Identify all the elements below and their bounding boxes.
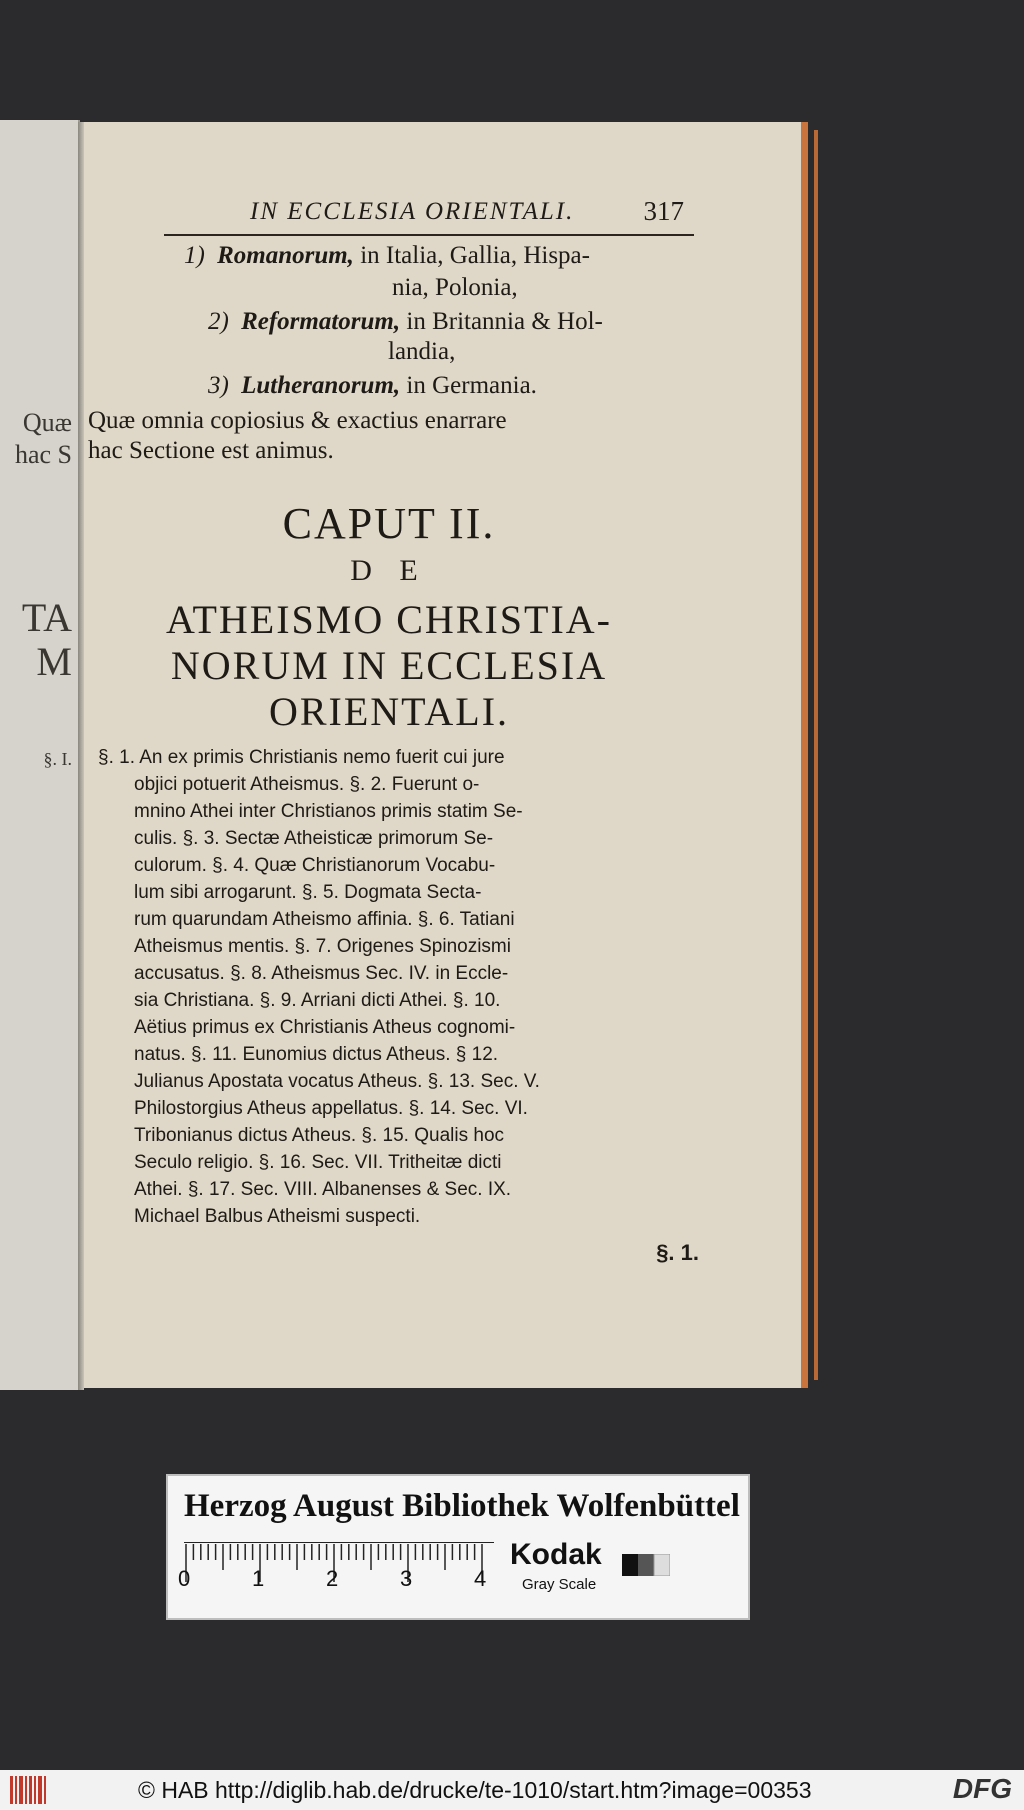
summary-line: rum quarundam Atheismo affinia. §. 6. Tatiani bbox=[134, 909, 515, 930]
list-name: Lutheranorum, bbox=[241, 372, 401, 399]
scale-digit: 2 bbox=[326, 1566, 339, 1591]
page-number: 317 bbox=[643, 196, 684, 226]
chapter-title-line: ATHEISMO CHRISTIA- bbox=[166, 597, 612, 642]
summary-line: natus. §. 11. Eunomius dictus Atheus. § 12. bbox=[134, 1044, 499, 1065]
color-calibration-card bbox=[166, 1474, 750, 1620]
scale-digit: 0 bbox=[178, 1566, 191, 1591]
left-page-fragment: TA bbox=[21, 595, 72, 640]
list-item bbox=[184, 240, 590, 271]
list-item bbox=[208, 306, 603, 337]
kodak-brand: Kodak bbox=[510, 1538, 602, 1571]
page-header bbox=[164, 194, 694, 236]
summary-line: accusatus. §. 8. Atheismus Sec. IV. in Eccle- bbox=[134, 963, 509, 984]
summary-line: Michael Balbus Atheismi suspecti. bbox=[134, 1206, 421, 1227]
summary-line: Aëtius primus ex Christianis Atheus cognomi- bbox=[134, 1017, 516, 1038]
summary-line: Atheismus mentis. §. 7. Origenes Spinozismi bbox=[134, 936, 511, 957]
summary-line: Athei. §. 17. Sec. VIII. Albanenses & Sec. IX. bbox=[134, 1179, 512, 1200]
list-text: in Germania. bbox=[406, 372, 537, 399]
dfg-logo: DFG bbox=[952, 1773, 1012, 1804]
scale-digit: 4 bbox=[474, 1566, 487, 1591]
list-text: in Britannia & Hol- bbox=[406, 308, 603, 335]
left-page-fragment: Quæ bbox=[22, 408, 72, 437]
book-page bbox=[84, 122, 808, 1388]
summary-line: culorum. §. 4. Quæ Christianorum Vocabu- bbox=[134, 855, 496, 876]
list-number: 1) bbox=[184, 242, 205, 269]
summary-line: objici potuerit Atheismus. §. 2. Fuerunt o- bbox=[134, 774, 480, 795]
list-name: Reformatorum, bbox=[241, 308, 401, 335]
copyright-url: © HAB http://diglib.hab.de/drucke/te-1010/start.htm?image=00353 bbox=[138, 1777, 812, 1803]
summary-line: sia Christiana. §. 9. Arriani dicti Athei. §. 10. bbox=[134, 990, 501, 1011]
chapter-title-line: NORUM IN ECCLESIA bbox=[170, 643, 608, 688]
summary-line: Julianus Apostata vocatus Atheus. §. 13. Sec. V. bbox=[134, 1071, 540, 1092]
scale-digit: 3 bbox=[400, 1566, 413, 1591]
page-edge bbox=[814, 130, 818, 1380]
summary-line: Philostorgius Atheus appellatus. §. 14. Sec. VI. bbox=[134, 1098, 528, 1119]
summary-line: §. 1. An ex primis Christianis nemo fuerit cui jure bbox=[98, 747, 505, 768]
chapter-summary bbox=[98, 744, 698, 1230]
catchword: §. 1. bbox=[656, 1240, 699, 1265]
footer-bar bbox=[0, 1770, 1024, 1810]
list-continuation: landia, bbox=[388, 338, 456, 365]
gray-scale-label: Gray Scale bbox=[522, 1576, 597, 1593]
chapter-de: D E bbox=[350, 554, 428, 587]
left-page-fragment: M bbox=[36, 639, 72, 684]
list-text: in Italia, Gallia, Hispa- bbox=[360, 242, 590, 269]
list-name: Romanorum, bbox=[217, 242, 354, 269]
summary-line: lum sibi arrogarunt. §. 5. Dogmata Secta- bbox=[134, 882, 482, 903]
summary-line: mnino Athei inter Christianos primis statim Se- bbox=[134, 801, 523, 822]
list-continuation: nia, Polonia, bbox=[392, 274, 518, 301]
chapter-caput: CAPUT II. bbox=[282, 499, 496, 548]
list-number: 2) bbox=[208, 308, 229, 335]
library-name: Herzog August Bibliothek Wolfenbüttel bbox=[184, 1488, 740, 1524]
summary-line: Seculo religio. §. 16. Sec. VII. Tritheitæ dicti bbox=[134, 1152, 502, 1173]
list-number: 3) bbox=[208, 372, 229, 399]
body-line: hac Sectione est animus. bbox=[88, 437, 334, 464]
chapter-title-line: ORIENTALI. bbox=[268, 689, 510, 734]
barcode-icon bbox=[10, 1776, 50, 1804]
left-facing-page bbox=[0, 120, 80, 1390]
summary-line: culis. §. 3. Sectæ Atheisticæ primorum Se- bbox=[134, 828, 494, 849]
left-page-fragment: hac S bbox=[14, 440, 72, 469]
summary-line: Tribonianus dictus Atheus. §. 15. Qualis hoc bbox=[134, 1125, 505, 1146]
list-item bbox=[208, 370, 537, 401]
left-page-fragment: §. I. bbox=[43, 749, 72, 769]
scale-digit: 1 bbox=[252, 1566, 265, 1591]
body-line: Quæ omnia copiosius & exactius enarrare bbox=[88, 407, 507, 434]
running-title: IN ECCLESIA ORIENTALI. bbox=[250, 198, 575, 225]
gray-scale-chip bbox=[622, 1554, 670, 1576]
ruler-scale bbox=[184, 1542, 494, 1586]
